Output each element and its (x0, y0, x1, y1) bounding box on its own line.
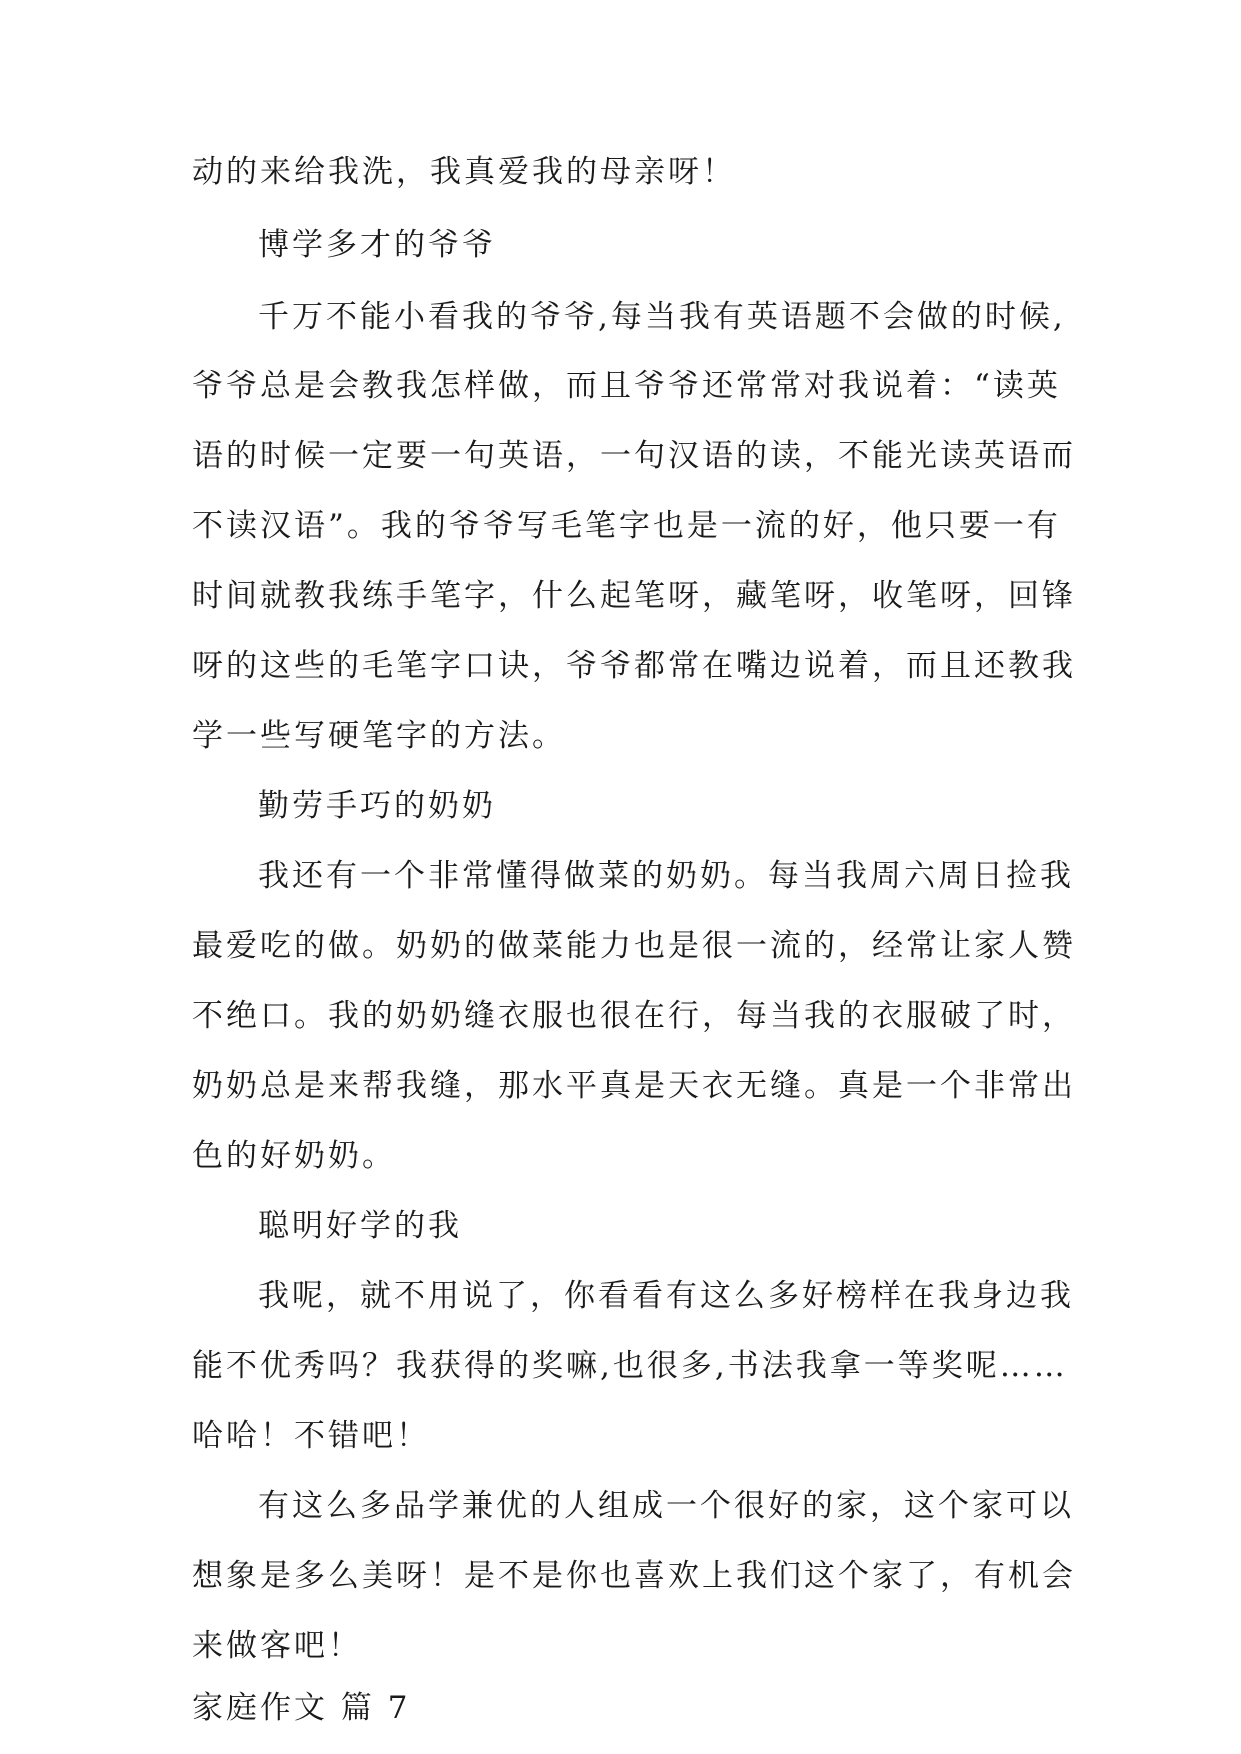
section-heading: 博学多才的爷爷 (258, 227, 496, 263)
text-line: 奶奶总是来帮我缝，那水平真是天衣无缝。真是一个非常出 (192, 1068, 1076, 1104)
text-line: 语的时候一定要一句英语，一句汉语的读，不能光读英语而 (192, 438, 1076, 474)
text-line: 哈哈！不错吧！ (192, 1418, 430, 1454)
text-line: 不绝口。我的奶奶缝衣服也很在行，每当我的衣服破了时， (192, 998, 1076, 1034)
essay-title: 家庭作文 篇 7 (192, 1690, 411, 1726)
section-heading: 勤劳手巧的奶奶 (258, 788, 496, 824)
text-line: 爷爷总是会教我怎样做，而且爷爷还常常对我说着：“读英 (192, 368, 1061, 404)
paragraph-first-line: 我还有一个非常懂得做菜的奶奶。每当我周六周日捡我 (258, 858, 1074, 894)
text-line: 学一些写硬笔字的方法。 (192, 718, 566, 754)
text-line: 色的好奶奶。 (192, 1138, 396, 1174)
paragraph-first-line: 我呢，就不用说了，你看看有这么多好榜样在我身边我 (258, 1278, 1074, 1314)
text-line: 时间就教我练手笔字，什么起笔呀，藏笔呀，收笔呀，回锋 (192, 578, 1076, 614)
text-line: 最爱吃的做。奶奶的做菜能力也是很一流的，经常让家人赞 (192, 928, 1076, 964)
paragraph-first-line: 千万不能小看我的爷爷,每当我有英语题不会做的时候, (258, 299, 1066, 335)
text-line: 来做客吧！ (192, 1628, 362, 1664)
paragraph-first-line: 有这么多品学兼优的人组成一个很好的家，这个家可以 (258, 1488, 1074, 1524)
text-line: 能不优秀吗？我获得的奖嘛,也很多,书法我拿一等奖呢…… (192, 1348, 1068, 1384)
text-line: 想象是多么美呀！是不是你也喜欢上我们这个家了，有机会 (192, 1558, 1076, 1594)
section-heading: 聪明好学的我 (258, 1208, 462, 1244)
text-line: 动的来给我洗，我真爱我的母亲呀！ (192, 154, 736, 190)
text-line: 呀的这些的毛笔字口诀，爷爷都常在嘴边说着，而且还教我 (192, 648, 1076, 684)
text-line: 不读汉语”。我的爷爷写毛笔字也是一流的好，他只要一有 (192, 508, 1061, 544)
